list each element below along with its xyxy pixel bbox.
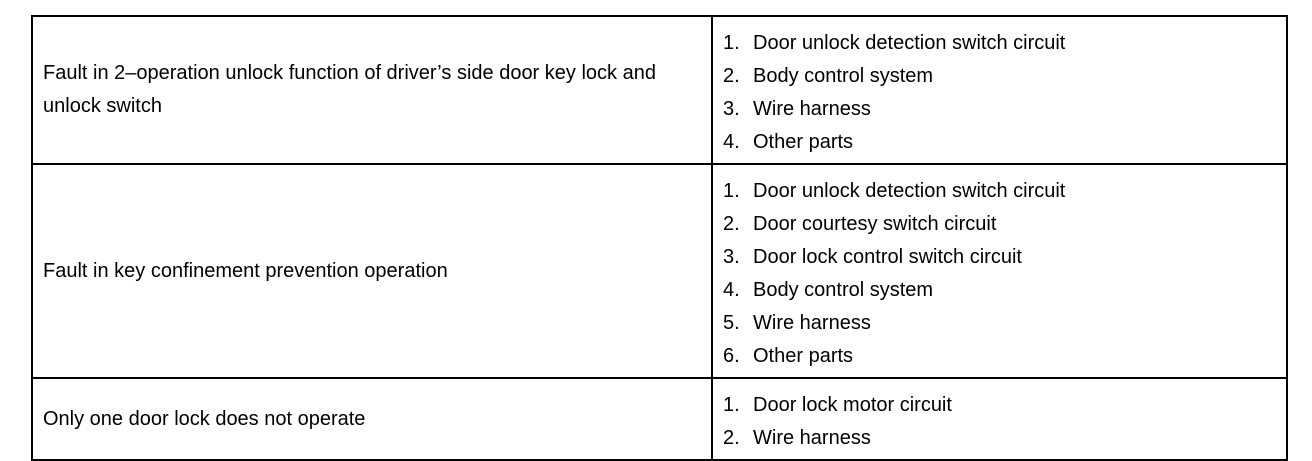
cause-list	[723, 27, 1276, 159]
causes-cell	[712, 378, 1287, 460]
list-item	[723, 208, 1276, 241]
cause-number: 5.	[723, 312, 740, 334]
list-item	[723, 126, 1276, 159]
cause-number: 1.	[723, 180, 740, 202]
list-item	[723, 60, 1276, 93]
cause-number: 2.	[723, 213, 740, 235]
cause-text: Door lock control switch circuit	[753, 246, 1022, 268]
cause-number: 4.	[723, 131, 740, 153]
cause-number: 2.	[723, 65, 740, 87]
cause-list	[723, 389, 1276, 455]
table-row	[32, 16, 1287, 164]
cause-number: 1.	[723, 394, 740, 416]
symptom-cell: Fault in 2–operation unlock function of driver’s side door key lock and unlock switch	[32, 16, 712, 164]
list-item	[723, 241, 1276, 274]
cause-number: 4.	[723, 279, 740, 301]
cause-text: Other parts	[753, 131, 854, 153]
cause-text: Door unlock detection switch circuit	[753, 180, 1066, 202]
cause-number: 6.	[723, 345, 740, 367]
cause-number: 3.	[723, 98, 740, 120]
cause-number: 2.	[723, 427, 740, 449]
cause-text: Door lock motor circuit	[753, 394, 952, 416]
cause-text: Door courtesy switch circuit	[753, 213, 997, 235]
cause-number: 1.	[723, 32, 740, 54]
list-item	[723, 307, 1276, 340]
cause-text: Wire harness	[753, 312, 871, 334]
list-item	[723, 389, 1276, 422]
symptom-cell: Only one door lock does not operate	[32, 378, 712, 460]
cause-text: Body control system	[753, 279, 934, 301]
cause-text: Other parts	[753, 345, 854, 367]
causes-cell	[712, 164, 1287, 378]
symptom-cell: Fault in key confinement prevention operation	[32, 164, 712, 378]
cause-number: 3.	[723, 246, 740, 268]
cause-text: Wire harness	[753, 98, 871, 120]
causes-cell	[712, 16, 1287, 164]
list-item	[723, 274, 1276, 307]
list-item	[723, 422, 1276, 455]
list-item	[723, 27, 1276, 60]
troubleshooting-table	[31, 15, 1288, 461]
cause-list	[723, 175, 1276, 373]
list-item	[723, 340, 1276, 373]
table-row	[32, 164, 1287, 378]
list-item	[723, 175, 1276, 208]
cause-text: Wire harness	[753, 427, 871, 449]
list-item	[723, 93, 1276, 126]
cause-text: Body control system	[753, 65, 934, 87]
cause-text: Door unlock detection switch circuit	[753, 32, 1066, 54]
table-row	[32, 378, 1287, 460]
